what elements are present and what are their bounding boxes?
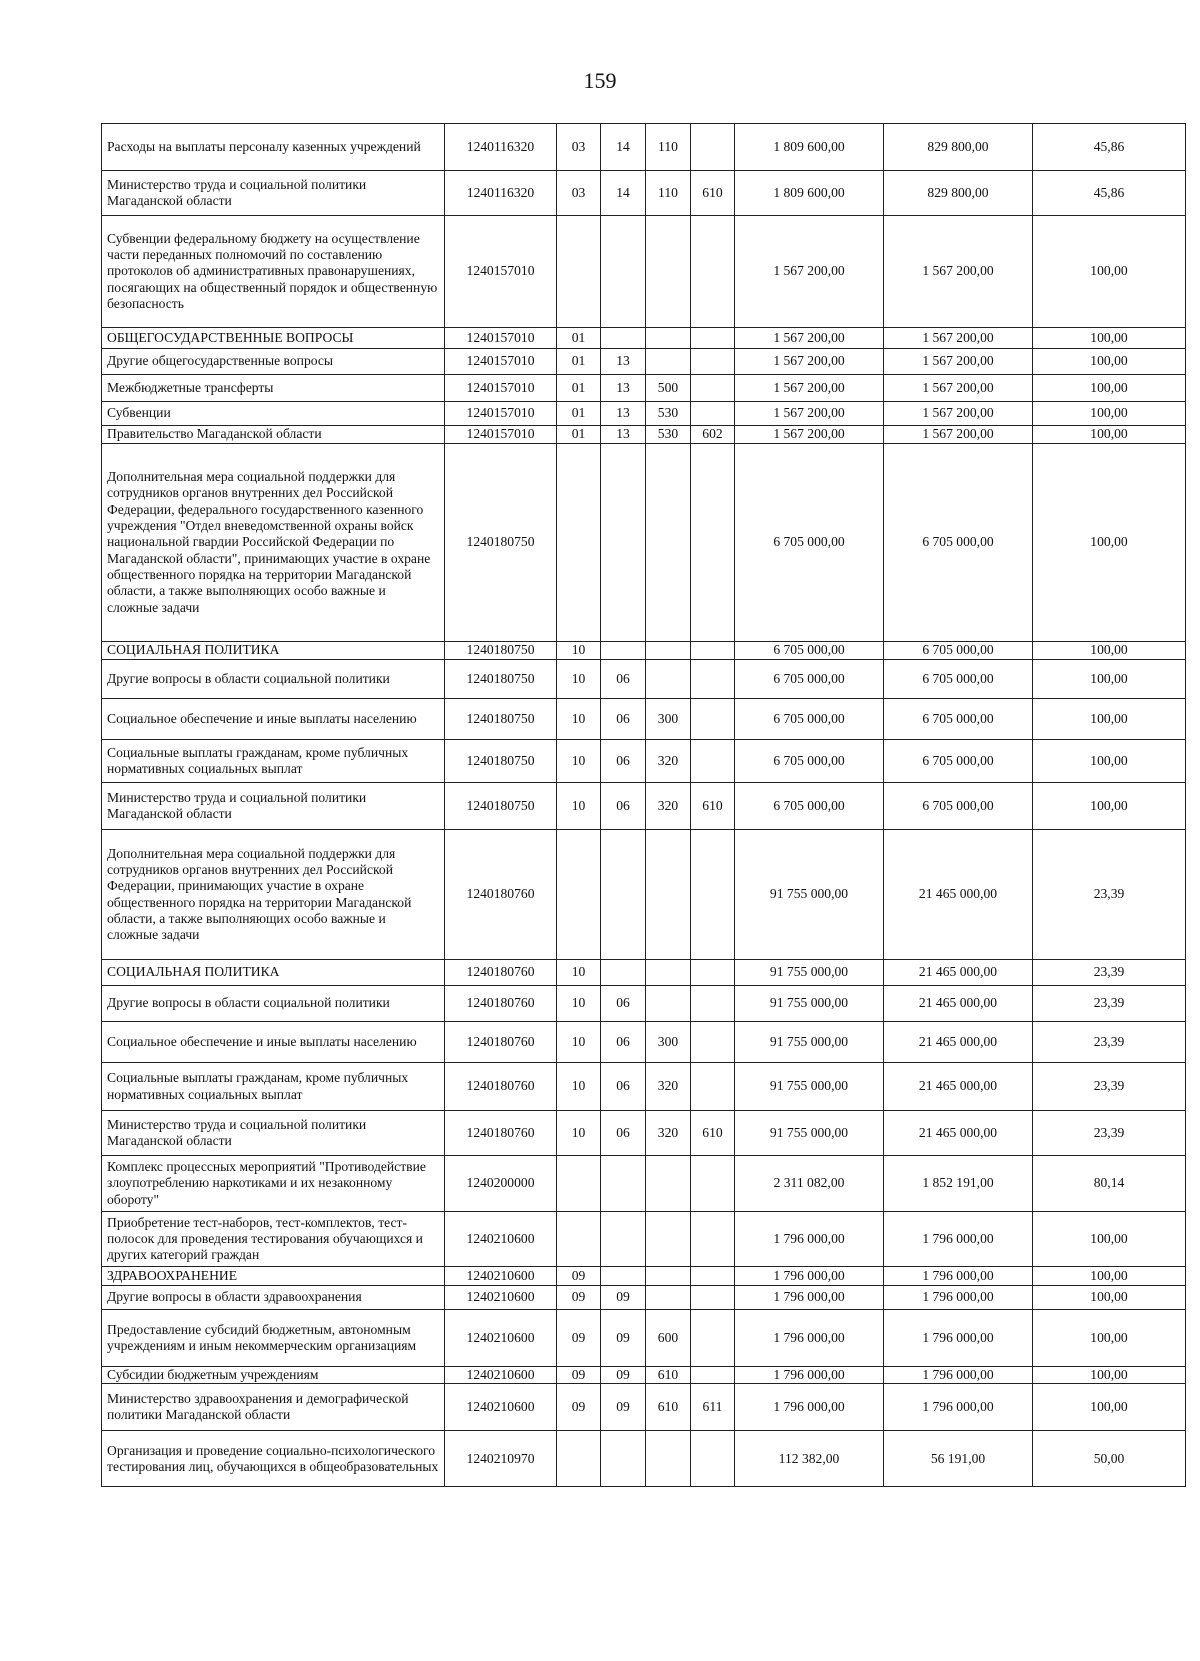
cell-vr: 300 [646, 1022, 691, 1063]
cell-fact: 1 796 000,00 [884, 1212, 1033, 1267]
cell-code: 1240180750 [445, 660, 557, 699]
cell-rz: 01 [557, 328, 601, 349]
cell-fact: 1 567 200,00 [884, 402, 1033, 426]
cell-rz: 09 [557, 1367, 601, 1384]
cell-plan: 91 755 000,00 [735, 1111, 884, 1156]
cell-plan: 1 796 000,00 [735, 1367, 884, 1384]
cell-fact: 1 567 200,00 [884, 375, 1033, 402]
cell-pct: 100,00 [1033, 444, 1186, 642]
cell-rz [557, 830, 601, 960]
cell-fact: 829 800,00 [884, 171, 1033, 216]
cell-code: 1240210600 [445, 1384, 557, 1431]
cell-name: Субсидии бюджетным учреждениям [102, 1367, 445, 1384]
cell-fact: 1 852 191,00 [884, 1156, 1033, 1212]
table-body [102, 124, 1186, 1487]
table-row [102, 216, 1186, 328]
table-row [102, 426, 1186, 444]
cell-ved [691, 349, 735, 375]
cell-pct: 100,00 [1033, 402, 1186, 426]
cell-plan: 91 755 000,00 [735, 830, 884, 960]
cell-rz [557, 1156, 601, 1212]
cell-vr [646, 444, 691, 642]
cell-name: Министерство труда и социальной политики Магаданской области [102, 1111, 445, 1156]
cell-pr: 13 [601, 349, 646, 375]
cell-name: Социальное обеспечение и иные выплаты населению [102, 699, 445, 740]
cell-vr: 500 [646, 375, 691, 402]
cell-plan: 1 809 600,00 [735, 171, 884, 216]
cell-vr: 320 [646, 1063, 691, 1111]
cell-fact: 6 705 000,00 [884, 444, 1033, 642]
cell-vr: 110 [646, 171, 691, 216]
page-number: 159 [583, 68, 617, 93]
cell-pct: 100,00 [1033, 783, 1186, 830]
cell-pct: 100,00 [1033, 328, 1186, 349]
cell-pr [601, 642, 646, 660]
table-row [102, 642, 1186, 660]
cell-pr: 14 [601, 124, 646, 171]
cell-code: 1240210600 [445, 1286, 557, 1310]
cell-code: 1240180760 [445, 986, 557, 1022]
table-row [102, 660, 1186, 699]
table-row [102, 1384, 1186, 1431]
cell-vr [646, 660, 691, 699]
cell-fact: 1 567 200,00 [884, 328, 1033, 349]
cell-name: Правительство Магаданской области [102, 426, 445, 444]
cell-plan: 1 567 200,00 [735, 216, 884, 328]
table-row [102, 328, 1186, 349]
cell-plan: 6 705 000,00 [735, 783, 884, 830]
cell-code: 1240200000 [445, 1156, 557, 1212]
cell-code: 1240180750 [445, 444, 557, 642]
cell-fact: 1 796 000,00 [884, 1267, 1033, 1286]
cell-fact: 21 465 000,00 [884, 830, 1033, 960]
cell-plan: 1 796 000,00 [735, 1310, 884, 1367]
cell-rz: 10 [557, 986, 601, 1022]
cell-ved [691, 740, 735, 783]
cell-fact: 21 465 000,00 [884, 1111, 1033, 1156]
cell-plan: 6 705 000,00 [735, 699, 884, 740]
cell-rz: 10 [557, 1063, 601, 1111]
cell-rz [557, 216, 601, 328]
cell-name: Другие вопросы в области социальной политики [102, 986, 445, 1022]
cell-vr [646, 1212, 691, 1267]
cell-code: 1240180750 [445, 699, 557, 740]
cell-code: 1240210970 [445, 1431, 557, 1487]
cell-fact: 6 705 000,00 [884, 740, 1033, 783]
cell-plan: 1 809 600,00 [735, 124, 884, 171]
cell-name: СОЦИАЛЬНАЯ ПОЛИТИКА [102, 960, 445, 986]
cell-vr [646, 986, 691, 1022]
cell-pct: 100,00 [1033, 1286, 1186, 1310]
cell-fact: 1 796 000,00 [884, 1310, 1033, 1367]
cell-ved: 610 [691, 171, 735, 216]
cell-vr [646, 1267, 691, 1286]
cell-rz: 01 [557, 375, 601, 402]
cell-code: 1240180760 [445, 1111, 557, 1156]
cell-plan: 6 705 000,00 [735, 444, 884, 642]
cell-fact: 21 465 000,00 [884, 986, 1033, 1022]
cell-name: Министерство труда и социальной политики Магаданской области [102, 783, 445, 830]
cell-ved: 602 [691, 426, 735, 444]
cell-plan: 1 567 200,00 [735, 328, 884, 349]
cell-fact: 6 705 000,00 [884, 660, 1033, 699]
cell-vr [646, 960, 691, 986]
cell-fact: 1 796 000,00 [884, 1286, 1033, 1310]
cell-pr [601, 1267, 646, 1286]
cell-pct: 23,39 [1033, 960, 1186, 986]
cell-vr: 300 [646, 699, 691, 740]
table-row [102, 1431, 1186, 1487]
table-row [102, 1111, 1186, 1156]
cell-ved [691, 1156, 735, 1212]
cell-fact: 21 465 000,00 [884, 1063, 1033, 1111]
cell-pct: 100,00 [1033, 426, 1186, 444]
cell-ved [691, 960, 735, 986]
cell-fact: 1 796 000,00 [884, 1367, 1033, 1384]
cell-pct: 100,00 [1033, 349, 1186, 375]
cell-plan: 1 796 000,00 [735, 1267, 884, 1286]
cell-name: Комплекс процессных мероприятий "Противодействие злоупотреблению наркотиками и их незаконному обороту" [102, 1156, 445, 1212]
cell-pct: 100,00 [1033, 699, 1186, 740]
cell-rz [557, 444, 601, 642]
cell-pct: 100,00 [1033, 740, 1186, 783]
cell-ved [691, 375, 735, 402]
cell-rz: 09 [557, 1384, 601, 1431]
cell-fact: 1 796 000,00 [884, 1384, 1033, 1431]
cell-ved [691, 699, 735, 740]
cell-vr [646, 216, 691, 328]
cell-pr [601, 444, 646, 642]
cell-fact: 6 705 000,00 [884, 699, 1033, 740]
cell-plan: 1 796 000,00 [735, 1384, 884, 1431]
cell-code: 1240180760 [445, 960, 557, 986]
cell-fact: 829 800,00 [884, 124, 1033, 171]
cell-pr: 06 [601, 740, 646, 783]
cell-plan: 91 755 000,00 [735, 960, 884, 986]
cell-plan: 1 567 200,00 [735, 375, 884, 402]
cell-fact: 1 567 200,00 [884, 426, 1033, 444]
cell-rz: 09 [557, 1310, 601, 1367]
cell-ved [691, 444, 735, 642]
cell-name: Субвенции федеральному бюджету на осуществление части переданных полномочий по составлению протоколов об административных правонарушениях, посягающих на общественный порядок и общественную безопасность [102, 216, 445, 328]
table-row [102, 1286, 1186, 1310]
table-row [102, 1022, 1186, 1063]
cell-plan: 6 705 000,00 [735, 660, 884, 699]
cell-ved [691, 1310, 735, 1367]
cell-pct: 50,00 [1033, 1431, 1186, 1487]
cell-ved [691, 1267, 735, 1286]
cell-rz: 01 [557, 426, 601, 444]
cell-rz [557, 1212, 601, 1267]
table-row [102, 960, 1186, 986]
cell-code: 1240180760 [445, 830, 557, 960]
cell-ved [691, 328, 735, 349]
cell-pr: 06 [601, 1022, 646, 1063]
cell-pct: 100,00 [1033, 660, 1186, 699]
cell-fact: 1 567 200,00 [884, 216, 1033, 328]
table-row [102, 699, 1186, 740]
cell-vr [646, 1156, 691, 1212]
cell-name: Межбюджетные трансферты [102, 375, 445, 402]
cell-vr: 110 [646, 124, 691, 171]
cell-ved: 610 [691, 783, 735, 830]
table-row [102, 1063, 1186, 1111]
cell-rz: 03 [557, 124, 601, 171]
cell-vr: 610 [646, 1384, 691, 1431]
cell-pct: 100,00 [1033, 642, 1186, 660]
cell-plan: 1 796 000,00 [735, 1212, 884, 1267]
cell-pr [601, 830, 646, 960]
table-row [102, 1267, 1186, 1286]
cell-vr: 610 [646, 1367, 691, 1384]
cell-pct: 100,00 [1033, 1384, 1186, 1431]
cell-name: Социальные выплаты гражданам, кроме публичных нормативных социальных выплат [102, 1063, 445, 1111]
cell-code: 1240116320 [445, 124, 557, 171]
cell-rz: 09 [557, 1267, 601, 1286]
cell-vr: 320 [646, 740, 691, 783]
cell-fact: 21 465 000,00 [884, 960, 1033, 986]
cell-vr [646, 830, 691, 960]
cell-ved [691, 986, 735, 1022]
cell-code: 1240210600 [445, 1212, 557, 1267]
table-row [102, 444, 1186, 642]
table-row [102, 124, 1186, 171]
cell-pr: 06 [601, 660, 646, 699]
cell-pct: 23,39 [1033, 986, 1186, 1022]
cell-plan: 1 567 200,00 [735, 402, 884, 426]
cell-code: 1240210600 [445, 1367, 557, 1384]
cell-rz [557, 1431, 601, 1487]
cell-ved [691, 124, 735, 171]
cell-name: Другие вопросы в области социальной политики [102, 660, 445, 699]
cell-plan: 91 755 000,00 [735, 1022, 884, 1063]
cell-rz: 10 [557, 660, 601, 699]
cell-vr: 320 [646, 783, 691, 830]
cell-plan: 2 311 082,00 [735, 1156, 884, 1212]
table-row [102, 986, 1186, 1022]
cell-code: 1240210600 [445, 1267, 557, 1286]
cell-pct: 23,39 [1033, 1111, 1186, 1156]
cell-ved [691, 1286, 735, 1310]
cell-ved [691, 830, 735, 960]
cell-code: 1240157010 [445, 426, 557, 444]
cell-pr: 06 [601, 1111, 646, 1156]
cell-pct: 23,39 [1033, 830, 1186, 960]
cell-name: ОБЩЕГОСУДАРСТВЕННЫЕ ВОПРОСЫ [102, 328, 445, 349]
cell-vr: 530 [646, 426, 691, 444]
cell-name: Субвенции [102, 402, 445, 426]
cell-pr [601, 960, 646, 986]
cell-name: Дополнительная мера социальной поддержки для сотрудников органов внутренних дел Российской Федерации, федерального государственного казенного учреждения "Отдел вневедомственной охраны войск национальной гвардии Российской Федерации по Магаданской области", принимающих участие в охране общественного порядка на территории Магаданской области, а также выполняющих особо важные и сложные задачи [102, 444, 445, 642]
cell-ved [691, 660, 735, 699]
cell-pr [601, 216, 646, 328]
table-row [102, 1367, 1186, 1384]
cell-pr: 06 [601, 986, 646, 1022]
cell-ved [691, 216, 735, 328]
cell-fact: 6 705 000,00 [884, 642, 1033, 660]
cell-rz: 10 [557, 740, 601, 783]
cell-pr [601, 1431, 646, 1487]
cell-plan: 91 755 000,00 [735, 1063, 884, 1111]
cell-name: Другие вопросы в области здравоохранения [102, 1286, 445, 1310]
cell-pct: 45,86 [1033, 124, 1186, 171]
cell-code: 1240180750 [445, 642, 557, 660]
cell-pr [601, 1156, 646, 1212]
cell-fact: 1 567 200,00 [884, 349, 1033, 375]
cell-pct: 100,00 [1033, 1367, 1186, 1384]
cell-pct: 23,39 [1033, 1063, 1186, 1111]
cell-rz: 10 [557, 960, 601, 986]
table-row [102, 402, 1186, 426]
cell-code: 1240157010 [445, 328, 557, 349]
cell-pct: 100,00 [1033, 1212, 1186, 1267]
cell-rz: 10 [557, 699, 601, 740]
cell-name: Расходы на выплаты персоналу казенных учреждений [102, 124, 445, 171]
cell-code: 1240157010 [445, 216, 557, 328]
cell-pct: 23,39 [1033, 1022, 1186, 1063]
cell-pr: 09 [601, 1367, 646, 1384]
cell-name: ЗДРАВООХРАНЕНИЕ [102, 1267, 445, 1286]
cell-pr: 06 [601, 1063, 646, 1111]
cell-rz: 10 [557, 1022, 601, 1063]
cell-ved [691, 1212, 735, 1267]
cell-ved [691, 1022, 735, 1063]
cell-vr [646, 1286, 691, 1310]
cell-plan: 1 796 000,00 [735, 1286, 884, 1310]
cell-ved: 610 [691, 1111, 735, 1156]
cell-pct: 100,00 [1033, 375, 1186, 402]
table-row [102, 1212, 1186, 1267]
cell-vr [646, 1431, 691, 1487]
cell-pr: 09 [601, 1384, 646, 1431]
table-row [102, 171, 1186, 216]
cell-rz: 01 [557, 402, 601, 426]
cell-plan: 6 705 000,00 [735, 740, 884, 783]
cell-vr: 530 [646, 402, 691, 426]
cell-pr: 13 [601, 375, 646, 402]
cell-name: Организация и проведение социально-психологического тестирования лиц, обучающихся в общеобразовательных [102, 1431, 445, 1487]
cell-fact: 56 191,00 [884, 1431, 1033, 1487]
cell-pr: 06 [601, 699, 646, 740]
table-row [102, 830, 1186, 960]
cell-pr: 13 [601, 426, 646, 444]
cell-code: 1240180750 [445, 740, 557, 783]
cell-plan: 1 567 200,00 [735, 426, 884, 444]
cell-code: 1240180760 [445, 1022, 557, 1063]
cell-vr [646, 642, 691, 660]
cell-plan: 1 567 200,00 [735, 349, 884, 375]
cell-ved: 611 [691, 1384, 735, 1431]
table-row [102, 1310, 1186, 1367]
cell-pct: 100,00 [1033, 1267, 1186, 1286]
cell-ved [691, 642, 735, 660]
cell-pct: 80,14 [1033, 1156, 1186, 1212]
cell-name: Предоставление субсидий бюджетным, автономным учреждениям и иным некоммерческим организациям [102, 1310, 445, 1367]
cell-code: 1240157010 [445, 402, 557, 426]
cell-pr: 13 [601, 402, 646, 426]
cell-plan: 112 382,00 [735, 1431, 884, 1487]
cell-rz: 09 [557, 1286, 601, 1310]
cell-name: Приобретение тест-наборов, тест-комплектов, тест-полосок для проведения тестирования обучающихся и других категорий граждан [102, 1212, 445, 1267]
budget-table [101, 123, 1186, 1487]
cell-pr [601, 328, 646, 349]
cell-fact: 21 465 000,00 [884, 1022, 1033, 1063]
cell-rz: 10 [557, 642, 601, 660]
table-row [102, 349, 1186, 375]
cell-pct: 100,00 [1033, 1310, 1186, 1367]
cell-fact: 6 705 000,00 [884, 783, 1033, 830]
cell-pr: 06 [601, 783, 646, 830]
cell-rz: 01 [557, 349, 601, 375]
cell-name: Дополнительная мера социальной поддержки для сотрудников органов внутренних дел Российской Федерации, принимающих участие в охране общественного порядка на территории Магаданской области, а также выполняющих особо важные и сложные задачи [102, 830, 445, 960]
cell-name: Социальные выплаты гражданам, кроме публичных нормативных социальных выплат [102, 740, 445, 783]
table-row [102, 740, 1186, 783]
cell-rz: 03 [557, 171, 601, 216]
cell-name: Министерство труда и социальной политики Магаданской области [102, 171, 445, 216]
table-row [102, 783, 1186, 830]
cell-name: Другие общегосударственные вопросы [102, 349, 445, 375]
cell-name: СОЦИАЛЬНАЯ ПОЛИТИКА [102, 642, 445, 660]
cell-pct: 100,00 [1033, 216, 1186, 328]
cell-pct: 45,86 [1033, 171, 1186, 216]
cell-pr: 09 [601, 1286, 646, 1310]
cell-plan: 91 755 000,00 [735, 986, 884, 1022]
cell-plan: 6 705 000,00 [735, 642, 884, 660]
cell-code: 1240210600 [445, 1310, 557, 1367]
cell-name: Социальное обеспечение и иные выплаты населению [102, 1022, 445, 1063]
cell-code: 1240157010 [445, 349, 557, 375]
cell-pr: 14 [601, 171, 646, 216]
cell-code: 1240180750 [445, 783, 557, 830]
cell-vr: 600 [646, 1310, 691, 1367]
cell-code: 1240116320 [445, 171, 557, 216]
cell-code: 1240180760 [445, 1063, 557, 1111]
cell-vr [646, 349, 691, 375]
cell-vr: 320 [646, 1111, 691, 1156]
cell-ved [691, 1063, 735, 1111]
cell-rz: 10 [557, 1111, 601, 1156]
cell-rz: 10 [557, 783, 601, 830]
cell-code: 1240157010 [445, 375, 557, 402]
cell-ved [691, 1367, 735, 1384]
cell-ved [691, 402, 735, 426]
cell-pr: 09 [601, 1310, 646, 1367]
cell-name: Министерство здравоохранения и демографической политики Магаданской области [102, 1384, 445, 1431]
cell-ved [691, 1431, 735, 1487]
cell-pr [601, 1212, 646, 1267]
table-row [102, 375, 1186, 402]
cell-vr [646, 328, 691, 349]
table-row [102, 1156, 1186, 1212]
